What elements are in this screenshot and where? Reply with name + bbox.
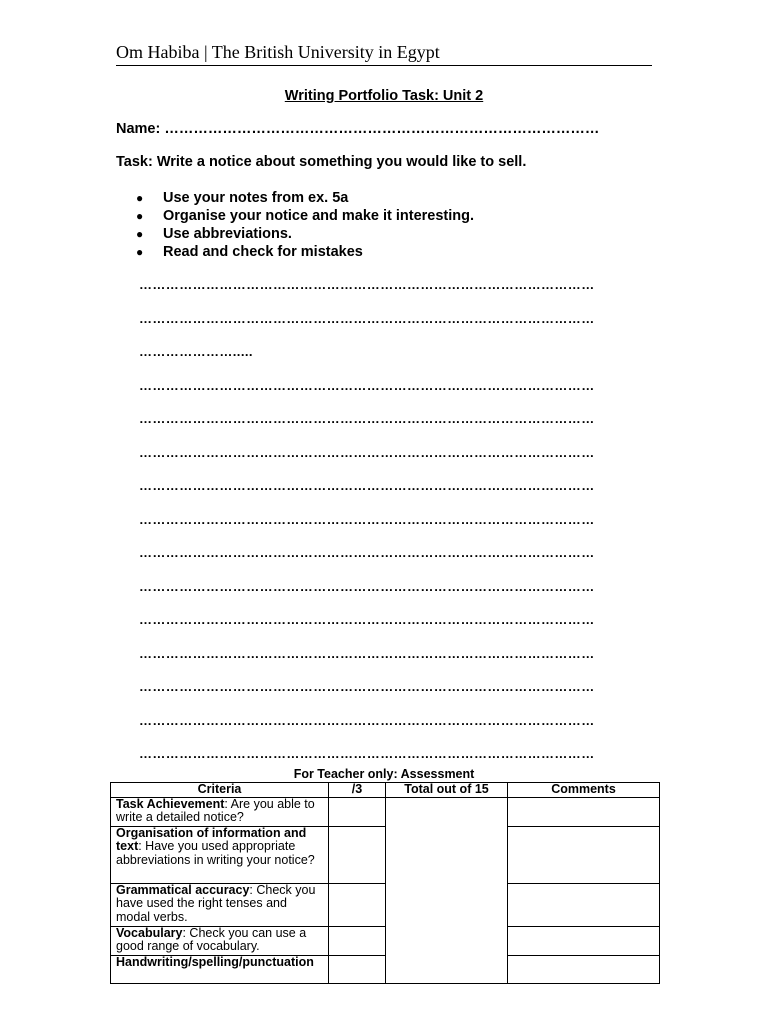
score-cell (329, 955, 386, 983)
writing-line: ………………………………………………………………………………………… (139, 478, 595, 493)
name-field-label: Name: ……………………………………………………………………………… (116, 121, 600, 137)
writing-line: ………………………………………………………………………………………… (139, 377, 595, 393)
score-header: /3 (329, 783, 386, 798)
instruction-list (136, 189, 474, 261)
comments-cell (508, 883, 660, 926)
comments-cell (508, 955, 660, 983)
comments-header: Comments (508, 783, 660, 798)
criteria-cell: Task Achievement: Are you able to write a detailed notice? (111, 797, 329, 826)
table-row (111, 883, 660, 926)
criteria-cell: Organisation of information and text: Have you used appropriate abbreviations in writing your notice? (111, 826, 329, 883)
page-header: Om Habiba | The British University in Egypt (116, 42, 652, 66)
criteria-cell: Vocabulary: Check you can use a good range of vocabulary. (111, 926, 329, 955)
writing-line: ………………………………………………………………………………………… (139, 612, 595, 627)
score-cell (329, 826, 386, 883)
score-cell (329, 797, 386, 826)
criteria-cell: Handwriting/spelling/punctuation (111, 955, 329, 983)
bullet-icon: ● (136, 209, 144, 223)
criteria-header: Criteria (111, 783, 329, 798)
writing-line: ………………………………………………………………………………………… (139, 277, 595, 292)
table-row (111, 955, 660, 983)
writing-line: ………………………………………………………………………………………… (139, 511, 595, 527)
writing-line: ………………………………………………………………………………………… (139, 746, 595, 761)
comments-cell (508, 797, 660, 826)
total-cell (386, 797, 508, 983)
list-item: ● Organise your notice and make it interesting. (136, 208, 475, 224)
bullet-icon: ● (136, 191, 144, 205)
writing-line: ………………………………………………………………………………………… (139, 310, 595, 326)
score-cell (329, 926, 386, 955)
table-row (111, 797, 660, 826)
list-item: ● Use your notes from ex. 5a (136, 190, 349, 206)
criteria-cell: Grammatical accuracy: Check you have used the right tenses and modal verbs. (111, 883, 329, 926)
table-row (111, 826, 660, 883)
writing-line: ………………………………………………………………………………………… (139, 645, 595, 661)
assessment-title: For Teacher only: Assessment (293, 767, 475, 781)
writing-line: ………………………………………………………………………………………… (139, 712, 595, 728)
writing-line: ………………………………………………………………………………………… (139, 411, 595, 426)
bullet-icon: ● (136, 245, 144, 259)
assessment-table (110, 782, 660, 984)
comments-cell (508, 826, 660, 883)
score-cell (329, 883, 386, 926)
bullet-icon: ● (136, 227, 144, 241)
writing-line: ………………………………………………………………………………………… (139, 679, 595, 694)
writing-line: …………………..... (139, 344, 253, 359)
total-header: Total out of 15 (386, 783, 508, 798)
table-row (111, 926, 660, 955)
writing-line: ………………………………………………………………………………………… (139, 545, 595, 560)
task-instruction: Task: Write a notice about something you would like to sell. (116, 154, 527, 170)
list-item: ● Read and check for mistakes (136, 244, 363, 260)
comments-cell (508, 926, 660, 955)
writing-line: ………………………………………………………………………………………… (139, 578, 595, 594)
writing-line: ………………………………………………………………………………………… (139, 444, 595, 460)
table-header-row (111, 783, 660, 798)
list-item: ● Use abbreviations. (136, 226, 292, 242)
page-title: Writing Portfolio Task: Unit 2 (284, 88, 484, 104)
